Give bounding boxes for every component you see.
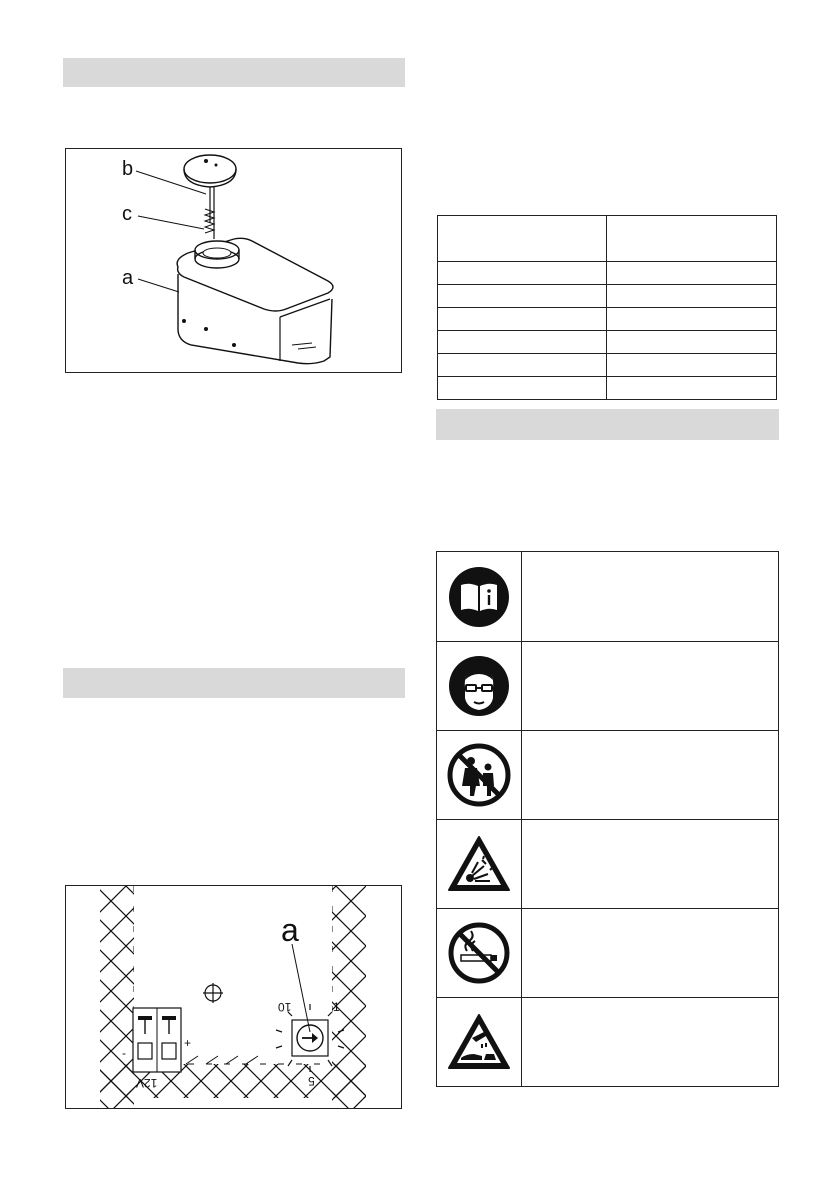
figure-reservoir (65, 148, 402, 373)
spec-cell (607, 308, 777, 331)
figure-control-panel (65, 885, 402, 1109)
spec-cell (607, 377, 777, 400)
symbol-row (437, 552, 778, 641)
dial-label-1: 1 (333, 1000, 340, 1014)
reservoir-illustration (66, 149, 401, 372)
safety-symbols-table (436, 551, 779, 1087)
control-panel-illustration (66, 886, 401, 1108)
callout-label-b: b (122, 158, 134, 180)
spec-header-cell (438, 216, 607, 262)
voltage-label: 12V (136, 1076, 158, 1090)
spec-cell (607, 285, 777, 308)
keep-children-away-icon (437, 731, 522, 819)
symbol-row (437, 641, 778, 730)
spec-cell (438, 285, 607, 308)
spec-cell (438, 377, 607, 400)
section-header-bar-1 (63, 58, 405, 87)
spec-table (437, 215, 777, 400)
spec-cell (438, 262, 607, 285)
callout-label-a: a (122, 267, 134, 289)
spec-cell (438, 331, 607, 354)
spec-cell (607, 262, 777, 285)
corrosive-warning-icon (437, 998, 522, 1086)
section-header-bar-3 (436, 409, 779, 440)
wear-eye-protection-icon (437, 642, 522, 730)
dial-label-5: 5 (308, 1074, 315, 1088)
callout-label-c: c (122, 203, 132, 225)
symbol-row (437, 730, 778, 819)
symbol-row (437, 997, 778, 1086)
read-manual-icon (437, 552, 522, 641)
spec-cell (438, 354, 607, 377)
minus-label: - (122, 1046, 126, 1060)
symbol-row (437, 819, 778, 908)
explosive-warning-icon (437, 820, 522, 908)
callout-label-a-2: a (281, 912, 299, 948)
dial-label-10: 10 (278, 1000, 292, 1014)
plus-label: + (184, 1036, 192, 1050)
no-smoking-icon (437, 909, 522, 997)
section-header-bar-2 (63, 668, 405, 698)
symbol-row (437, 908, 778, 997)
spec-header-cell (607, 216, 777, 262)
spec-cell (438, 308, 607, 331)
spec-cell (607, 331, 777, 354)
spec-cell (607, 354, 777, 377)
